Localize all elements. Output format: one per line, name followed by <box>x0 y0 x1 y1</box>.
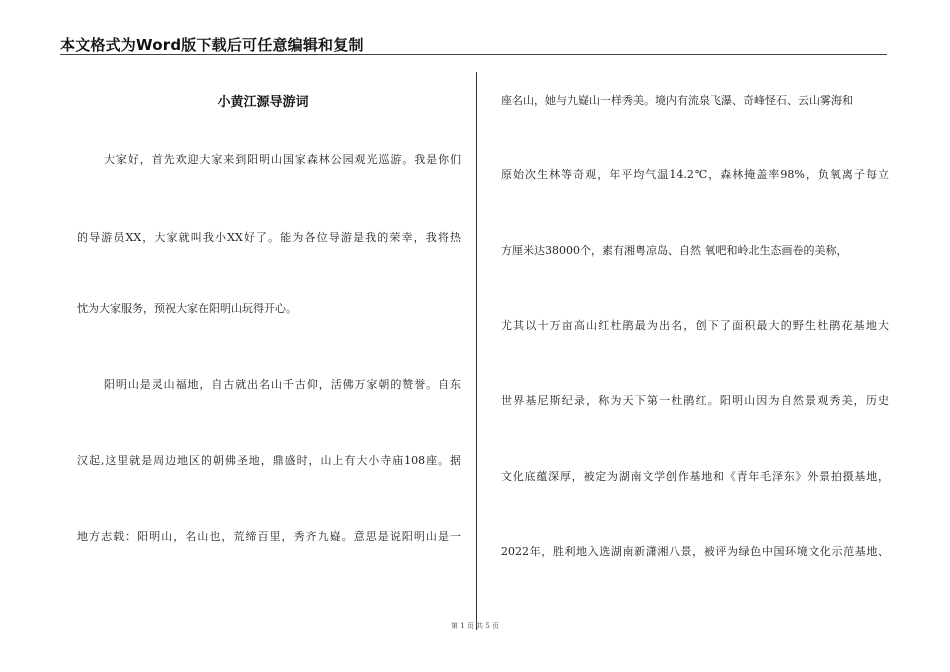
page-footer: 第 1 页 共 5 页 <box>450 622 500 630</box>
right-line-3: 方厘米达38000个，素有湘粤凉岛、自然 氧吧和岭北生态画卷的美称， <box>501 244 848 257</box>
header-rule <box>60 54 887 55</box>
right-line-5: 世界基尼斯纪录，称为天下第一杜鹃红。阳明山因为自然景观秀美，历史 <box>501 394 889 407</box>
left-line-6: 地方志载：阳明山，名山也，荒缔百里，秀齐九嶷。意思是说阳明山是一 <box>77 530 461 543</box>
left-line-1: 大家好，首先欢迎大家来到阳明山国家森林公园观光巡游。我是你们 <box>104 153 461 166</box>
right-line-7: 2022年，胜利地入选湖南新潇湘八景，被评为绿色中国环境文化示范基地、 <box>501 545 889 558</box>
header-banner: 本文格式为Word版下载后可任意编辑和复制 <box>60 36 364 54</box>
document-title: 小黄江源导游词 <box>217 95 309 110</box>
left-line-4: 阳明山是灵山福地，自古就出名山千古仰，活佛万家朝的赞誉。自东 <box>104 378 461 391</box>
right-line-2: 原始次生林等奇观，年平均气温14.2℃，森林掩盖率98%，负氧离子每立 <box>501 168 889 181</box>
right-line-6: 文化底蕴深厚，被定为湖南文学创作基地和《青年毛泽东》外景拍摄基地， <box>501 470 889 483</box>
left-line-2: 的导游员XX，大家就叫我小XX好了。能为各位导游是我的荣幸，我将热 <box>77 231 461 244</box>
right-line-4: 尤其以十万亩高山红杜鹃最为出名，创下了面积最大的野生杜鹃花基地大 <box>501 319 889 332</box>
left-line-3: 忱为大家服务，预祝大家在阳明山玩得开心。 <box>77 302 297 315</box>
column-divider <box>476 72 477 630</box>
left-line-5: 汉起,这里就是周边地区的朝佛圣地，鼎盛时，山上有大小寺庙108座。据 <box>77 454 461 467</box>
right-line-1: 座名山，她与九嶷山一样秀美。境内有流泉飞瀑、奇峰怪石、云山雾海和 <box>501 94 853 107</box>
